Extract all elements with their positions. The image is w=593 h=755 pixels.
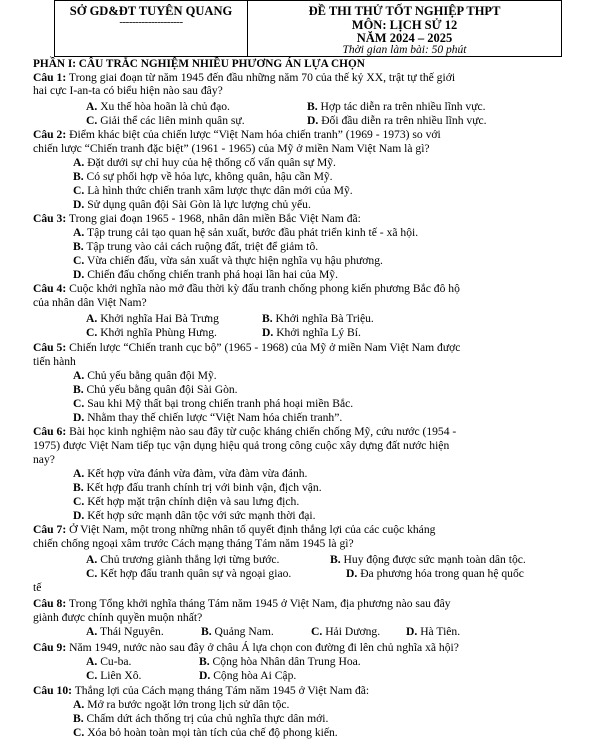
question-5-cont: tiến hành <box>33 355 76 368</box>
q10-option-b[interactable]: B. Chấm dứt ách thống trị của chủ nghĩa thực dân mới. <box>73 712 329 725</box>
q10-option-a[interactable]: A. Mở ra bước ngoặt lớn trong lịch sử dân tộc. <box>73 698 290 711</box>
question-1-cont: hai cực I-an-ta có biểu hiện nào sau đây? <box>33 84 223 97</box>
section-title: PHẦN I: CÂU TRẮC NGHIỆM NHIỀU PHƯƠNG ÁN LỰA CHỌN <box>33 58 365 70</box>
question-6: Câu 6: Bài học kinh nghiệm nào sau đây từ cuộc kháng chiến chống Mỹ, cứu nước (1954 - <box>33 425 457 438</box>
question-2: Câu 2: Điểm khác biệt của chiến lược “Việt Nam hóa chiến tranh” (1969 - 1973) so với <box>33 128 441 141</box>
q5-option-c[interactable]: C. Sau khi Mỹ thất bại trong chiến tranh phá hoại miền Bắc. <box>73 397 354 410</box>
q1-option-a[interactable]: A. Xu thế hòa hoãn là chủ đạo. <box>86 100 230 113</box>
q6-option-c[interactable]: C. Kết hợp mặt trận chính diện và sau lưng địch. <box>73 495 300 508</box>
q1-option-c[interactable]: C. Giải thể các liên minh quân sự. <box>86 114 245 127</box>
q8-option-c[interactable]: C. Hải Dương. <box>311 625 381 638</box>
q2-option-c[interactable]: C. Là hình thức chiến tranh xâm lược thực dân mới của Mỹ. <box>73 184 353 197</box>
q4-option-b[interactable]: B. Khởi nghĩa Bà Triệu. <box>262 312 374 325</box>
department-name: SỞ GD&ĐT TUYÊN QUANG <box>69 4 233 18</box>
department-rule: -------------------- <box>119 16 183 28</box>
exam-title: ĐỀ THI THỬ TỐT NGHIỆP THPT <box>308 4 501 18</box>
q3-option-d[interactable]: D. Chiến đấu chống chiến tranh phá hoại lần hai của Mỹ. <box>73 268 338 281</box>
q5-option-a[interactable]: A. Chủ yếu bằng quân đội Mỹ. <box>73 369 217 382</box>
q8-option-a[interactable]: A. Thái Nguyên. <box>86 625 164 638</box>
q8-option-b[interactable]: B. Quảng Nam. <box>201 625 274 638</box>
q9-option-d[interactable]: D. Cộng hòa Ai Cập. <box>199 669 297 682</box>
exam-time: Thời gian làm bài: 50 phút <box>342 44 467 56</box>
exam-header <box>54 0 562 57</box>
question-9: Câu 9: Năm 1949, nước nào sau đây ở châu Á lựa chọn con đường đi lên chủ nghĩa xã hội? <box>33 641 459 654</box>
q6-option-b[interactable]: B. Kết hợp đấu tranh chính trị với binh vận, địch vận. <box>73 481 322 494</box>
q4-option-c[interactable]: C. Khởi nghĩa Phùng Hưng. <box>86 326 217 339</box>
q9-option-c[interactable]: C. Liên Xô. <box>86 669 142 682</box>
q7-option-d-cont: tế <box>33 581 42 594</box>
question-4: Câu 4: Cuộc khởi nghĩa nào mở đầu thời kỳ đấu tranh chống phong kiến phương Bắc đô hộ <box>33 282 460 295</box>
exam-subject: MÔN: LỊCH SỬ 12 <box>351 18 458 32</box>
question-4-cont: của nhân dân Việt Nam? <box>33 296 147 309</box>
question-7-cont: chiến chống ngoại xâm trước Cách mạng tháng Tám năm 1945 là gì? <box>33 537 354 550</box>
q1-option-d[interactable]: D. Đối đầu diễn ra trên nhiều lĩnh vực. <box>307 114 487 127</box>
q8-option-d[interactable]: D. Hà Tiên. <box>406 625 461 638</box>
question-7: Câu 7: Ở Việt Nam, một trong những nhân tố quyết định thắng lợi của các cuộc kháng <box>33 523 436 536</box>
question-3: Câu 3: Trong giai đoạn 1965 - 1968, nhân dân miền Bắc Việt Nam đã: <box>33 212 361 225</box>
question-1: Câu 1: Trong giai đoạn từ năm 1945 đến đầu những năm 70 của thế kỷ XX, trật tự thế giới <box>33 71 456 84</box>
question-2-cont: chiến lược “Chiến tranh đặc biệt” (1961 - 1965) của Mỹ ở miền Nam Việt Nam là gì? <box>33 142 430 155</box>
q5-option-d[interactable]: D. Nhằm thay thế chiến lược “Việt Nam hóa chiến tranh”. <box>73 411 343 424</box>
q2-option-a[interactable]: A. Đặt dưới sự chỉ huy của hệ thống cố vấn quân sự Mỹ. <box>73 156 336 169</box>
q6-option-a[interactable]: A. Kết hợp vừa đánh vừa đàm, vừa đàm vừa đánh. <box>73 467 308 480</box>
question-6-cont: 1975) được Việt Nam tiếp tục vận dụng hiệu quả trong công cuộc xây dựng đất nước hiện <box>33 439 450 452</box>
q3-option-b[interactable]: B. Tập trung vào cải cách ruộng đất, triệt để giảm tô. <box>73 240 319 253</box>
q3-option-c[interactable]: C. Vừa chiến đấu, vừa sản xuất và thực hiện nghĩa vụ hậu phương. <box>73 254 383 267</box>
q7-option-d[interactable]: D. Đa phương hóa trong quan hệ quốc <box>346 567 524 580</box>
exam-year: NĂM 2024 – 2025 <box>356 31 453 45</box>
q9-option-a[interactable]: A. Cu-ba. <box>86 655 132 668</box>
question-10: Câu 10: Thắng lợi của Cách mạng tháng Tám năm 1945 ở Việt Nam đã: <box>33 684 370 697</box>
q4-option-d[interactable]: D. Khởi nghĩa Lý Bí. <box>262 326 361 339</box>
question-6-cont-2: nay? <box>33 453 55 466</box>
q5-option-b[interactable]: B. Chủ yếu bằng quân đội Sài Gòn. <box>73 383 238 396</box>
q4-option-a[interactable]: A. Khởi nghĩa Hai Bà Trưng <box>86 312 219 325</box>
q10-option-c[interactable]: C. Xóa bỏ hoàn toàn mọi tàn tích của chế độ phong kiến. <box>73 726 338 739</box>
q2-option-b[interactable]: B. Có sự phối hợp về hỏa lực, không quân, hậu cần Mỹ. <box>73 170 333 183</box>
q7-option-b[interactable]: B. Huy động được sức mạnh toàn dân tộc. <box>330 553 526 566</box>
q3-option-a[interactable]: A. Tập trung cải tạo quan hệ sản xuất, bước đầu phát triển kinh tế - xã hội. <box>73 226 419 239</box>
question-8: Câu 8: Trong Tổng khởi nghĩa tháng Tám năm 1945 ở Việt Nam, địa phương nào sau đây <box>33 597 451 610</box>
q9-option-b[interactable]: B. Cộng hòa Nhân dân Trung Hoa. <box>199 655 361 668</box>
question-8-cont: giành được chính quyền muộn nhất? <box>33 611 203 624</box>
q6-option-d[interactable]: D. Kết hợp sức mạnh dân tộc với sức mạnh thời đại. <box>73 509 316 522</box>
q1-option-b[interactable]: B. Hợp tác diễn ra trên nhiều lĩnh vực. <box>307 100 486 113</box>
q7-option-c[interactable]: C. Kết hợp đấu tranh quân sự và ngoại giao. <box>86 567 292 580</box>
question-5: Câu 5: Chiến lược “Chiến tranh cục bộ” (1965 - 1968) của Mỹ ở miền Nam Việt Nam được <box>33 341 461 354</box>
q2-option-d[interactable]: D. Sử dụng quân đội Sài Gòn là lực lượng chủ yếu. <box>73 198 311 211</box>
q7-option-a[interactable]: A. Chủ trương giành thắng lợi từng bước. <box>86 553 280 566</box>
